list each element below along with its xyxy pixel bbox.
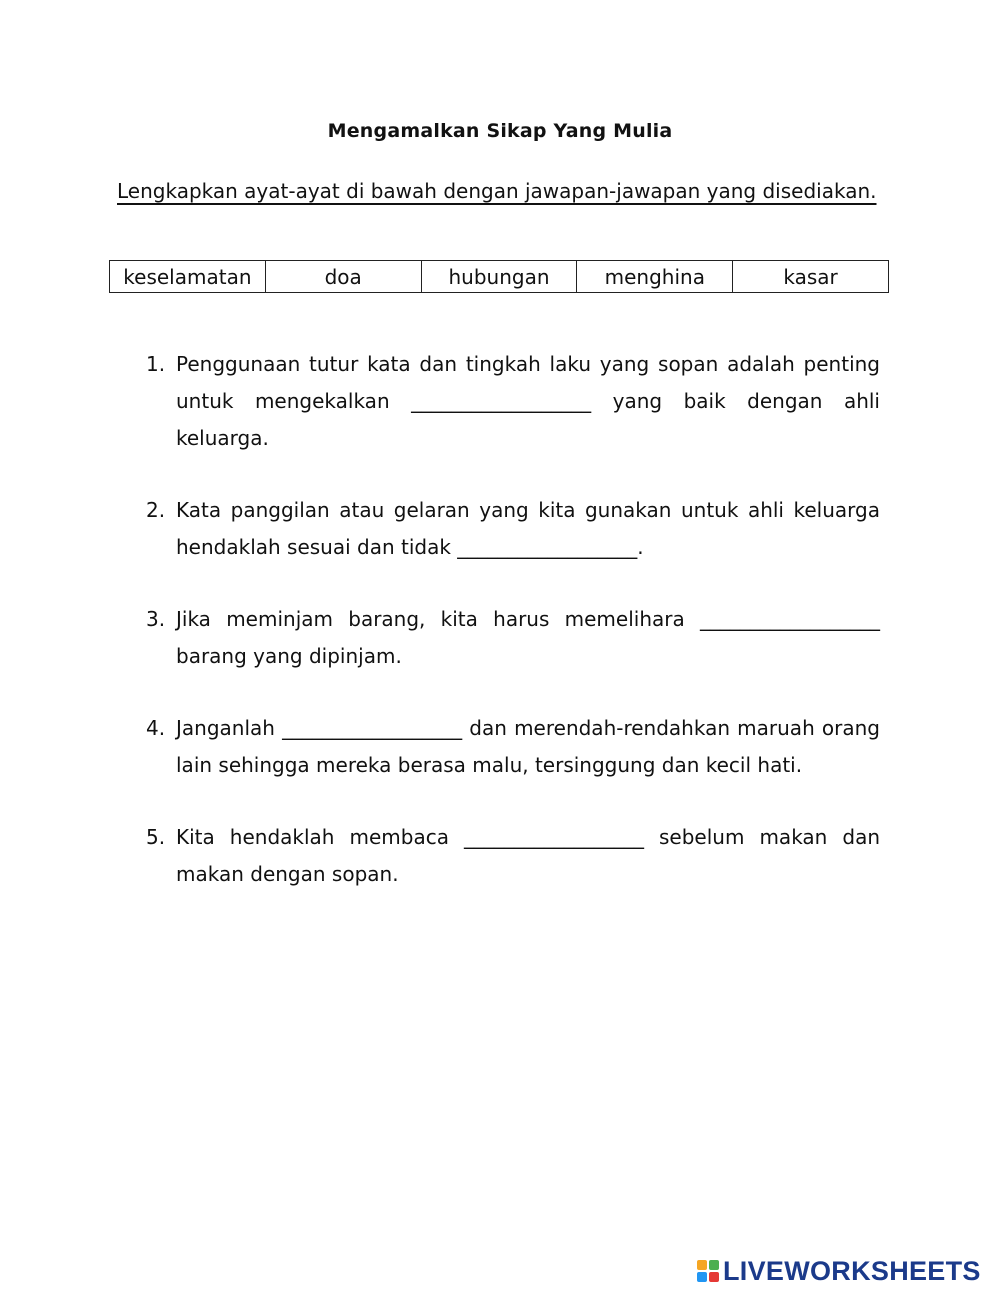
question-text: Janganlah __________________ dan merendah-rendahkan maruah orang lain sehingga mereka berasa malu, tersinggung dan kecil hati.	[176, 716, 880, 777]
word-bank-item: keselamatan	[110, 261, 266, 293]
question-text: Jika meminjam barang, kita harus memelihara __________________ barang yang dipinjam.	[176, 607, 880, 668]
question-item	[146, 492, 880, 566]
question-text: Penggunaan tutur kata dan tingkah laku yang sopan adalah penting untuk mengekalkan __________________ yang baik dengan ahli keluarga.	[176, 352, 880, 450]
question-item	[146, 710, 880, 784]
question-text: Kita hendaklah membaca __________________ sebelum makan dan makan dengan sopan.	[176, 825, 880, 886]
word-bank-item: hubungan	[421, 261, 577, 293]
word-bank-item: doa	[265, 261, 421, 293]
question-number: 4.	[146, 716, 166, 740]
question-number: 2.	[146, 498, 166, 522]
instruction-text: Lengkapkan ayat-ayat di bawah dengan jawapan-jawapan yang disediakan.	[117, 179, 877, 203]
question-item	[146, 346, 880, 457]
word-bank-item: kasar	[733, 261, 889, 293]
word-bank-item: menghina	[577, 261, 733, 293]
question-number: 5.	[146, 825, 166, 849]
liveworksheets-logo-icon	[697, 1260, 719, 1282]
question-number: 1.	[146, 352, 166, 376]
question-number: 3.	[146, 607, 166, 631]
question-item	[146, 601, 880, 675]
question-item	[146, 819, 880, 893]
question-list	[146, 346, 880, 928]
brand-name: LIVEWORKSHEETS	[723, 1255, 981, 1286]
page-title: Mengamalkan Sikap Yang Mulia	[327, 120, 673, 142]
liveworksheets-brand[interactable]	[697, 1254, 981, 1288]
word-bank-table	[109, 260, 889, 293]
question-text: Kata panggilan atau gelaran yang kita gunakan untuk ahli keluarga hendaklah sesuai dan tidak __________________.	[176, 498, 880, 559]
